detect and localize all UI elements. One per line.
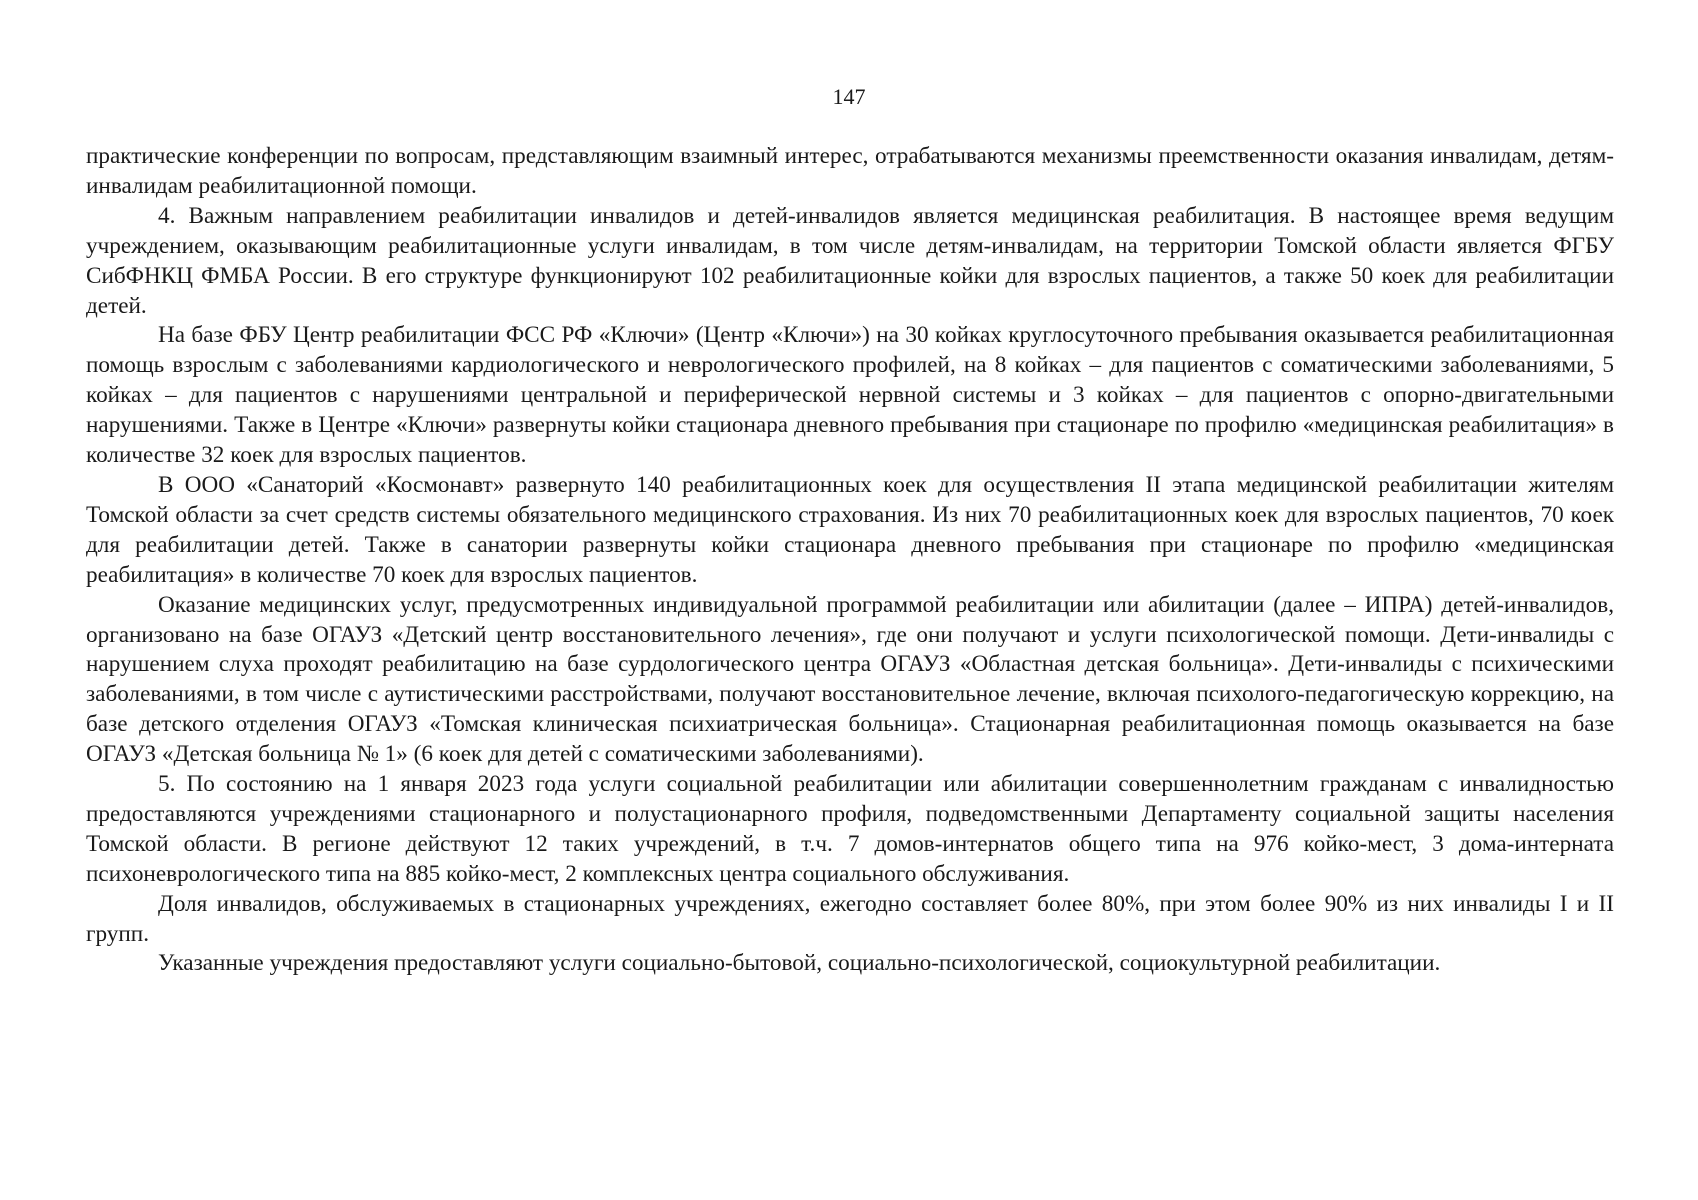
paragraph-social-rehabilitation: 5. По состоянию на 1 января 2023 года услуги социальной реабилитации или абилитации совершеннолетним гражданам с инвалидностью предоставляются учреждениями стационарного и полустационарного профиля, подведомственными Департаменту социальной защиты населения Томской области. В регионе действуют 12 таких учреждений, в т.ч. 7 домов-интернатов общего типа на 976 койко-мест, 3 дома-интерната психоневрологического типа на 885 койко-мест, 2 комплексных центра социального обслуживания. [86, 771, 1614, 887]
paragraph-sanatorium-kosmonavt: В ООО «Санаторий «Космонавт» развернуто 140 реабилитационных коек для осуществления II этапа медицинской реабилитации жителям Томской области за счет средств системы обязательного медицинского страхования. Из них 70 реабилитационных коек для взрослых пациентов, 70 коек для реабилитации детей. Также в санатории развернуты койки стационара дневного пребывания при стационаре по профилю «медицинская реабилитация» в количестве 70 коек для взрослых пациентов. [86, 471, 1614, 588]
paragraph-continuation: практические конференции по вопросам, представляющим взаимный интерес, отрабатываются механизмы преемственности оказания инвалидам, детям-инвалидам реабилитационной помощи. [86, 143, 1614, 199]
document-body [86, 142, 1614, 979]
paragraph-share-of-disabled: Доля инвалидов, обслуживаемых в стационарных учреждениях, ежегодно составляет более 80%, при этом более 90% из них инвалиды I и II групп. [86, 890, 1614, 947]
page-number: 147 [832, 84, 866, 109]
paragraph-medical-rehabilitation: 4. Важным направлением реабилитации инвалидов и детей-инвалидов является медицинская реабилитация. В настоящее время ведущим учреждением, оказывающим реабилитационные услуги инвалидам, в том числе детям-инвалидам, на территории Томской области является ФГБУ СибФНКЦ ФМБА России. В его структуре функционируют 102 реабилитационные койки для взрослых пациентов, а также 50 коек для реабилитации детей. [86, 202, 1614, 319]
paragraph-ipra-services: Оказание медицинских услуг, предусмотренных индивидуальной программой реабилитации или абилитации (далее – ИПРА) детей-инвалидов, организовано на базе ОГАУЗ «Детский центр восстановительного лечения», где они получают и услуги психологической помощи. Дети-инвалиды с нарушением слуха проходят реабилитацию на базе сурдологического центра ОГАУЗ «Областная детская больница». Дети-инвалиды с психическими заболеваниями, в том числе с аутистическими расстройствами, получают восстановительное лечение, включая психолого-педагогическую коррекцию, на базе детского отделения ОГАУЗ «Томская клиническая психиатрическая больница». Стационарная реабилитационная помощь оказывается на базе ОГАУЗ «Детская больница № 1» (6 коек для детей с соматическими заболеваниями). [86, 591, 1614, 768]
paragraph-services-provided: Указанные учреждения предоставляют услуги социально-бытовой, социально-психологической, социокультурной реабилитации. [158, 950, 1441, 977]
paragraph-center-klyuchi: На базе ФБУ Центр реабилитации ФСС РФ «Ключи» (Центр «Ключи») на 30 койках круглосуточного пребывания оказывается реабилитационная помощь взрослым с заболеваниями кардиологического и неврологического профилей, на 8 койках – для пациентов с соматическими заболеваниями, 5 койках – для пациентов с нарушениями центральной и периферической нервной системы и 3 койках – для пациентов с опорно-двигательными нарушениями. Также в Центре «Ключи» развернуты койки стационара дневного пребывания при стационаре по профилю «медицинская реабилитация» в количестве 32 коек для взрослых пациентов. [86, 322, 1614, 469]
